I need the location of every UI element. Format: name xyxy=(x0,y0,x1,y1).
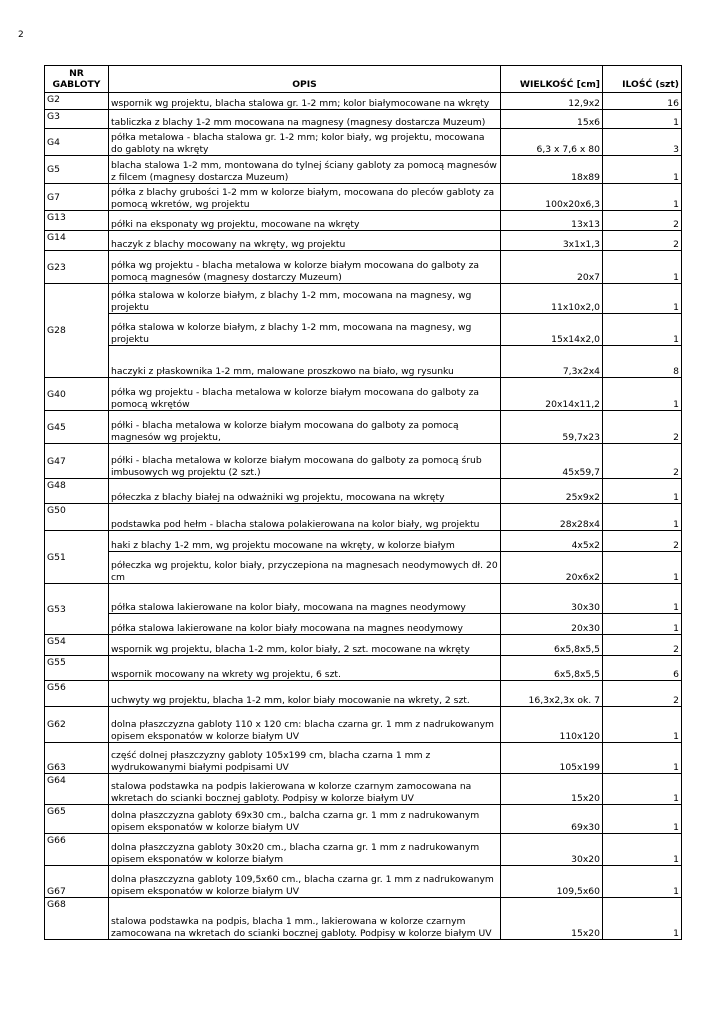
cell-qty: 1 xyxy=(603,479,682,504)
cell-size: 45x59,7 xyxy=(501,444,603,479)
cell-size: 109,5x60 xyxy=(501,866,603,898)
cell-opis: wspornik wg projektu, blacha 1-2 mm, kolor biały, 2 szt. mocowane na wkręty xyxy=(109,635,501,656)
cell-opis: półka wg projektu - blacha metalowa w kolorze białym mocowana do galboty za pomocą wkrętów xyxy=(109,378,501,411)
cell-opis: dolna płaszczyzna gabloty 109,5x60 cm., blacha czarna gr. 1 mm z nadrukowanym opisem eksponatów w kolorze białym UV xyxy=(109,866,501,898)
cell-nr: G55 xyxy=(45,656,109,681)
cell-qty: 1 xyxy=(603,184,682,211)
cell-size: 18x89 xyxy=(501,156,603,184)
cell-opis: stalowa podstawka na podpis, blacha 1 mm., lakierowana w kolorze czarnym zamocowana na wkretach do scianki bocznej gabloty. Podpisy w kolorze białym UV xyxy=(109,898,501,940)
cell-size: 15x20 xyxy=(501,898,603,940)
cell-nr: G62 xyxy=(45,707,109,743)
table-row xyxy=(45,184,682,211)
table-header-row xyxy=(45,66,682,93)
cell-size: 3x1x1,3 xyxy=(501,231,603,251)
cell-size: 30x30 xyxy=(501,584,603,614)
cell-qty: 1 xyxy=(603,584,682,614)
cell-qty: 2 xyxy=(603,211,682,231)
cell-opis: półka stalowa w kolorze białym, z blachy 1-2 mm, mocowana na magnesy, wg projektu xyxy=(109,284,501,314)
cell-qty: 1 xyxy=(603,834,682,866)
table-row xyxy=(45,504,682,531)
cell-opis: półka z blachy grubości 1-2 mm w kolorze białym, mocowana do pleców gabloty za pomocą wkretów, wg projektu xyxy=(109,184,501,211)
cell-nr: G14 xyxy=(45,231,109,251)
cell-opis: tabliczka z blachy 1-2 mm mocowana na magnesy (magnesy dostarcza Muzeum) xyxy=(109,110,501,129)
cell-nr: G66 xyxy=(45,834,109,866)
cell-nr: G2 xyxy=(45,93,109,110)
cell-nr: G13 xyxy=(45,211,109,231)
cell-size: 13x13 xyxy=(501,211,603,231)
cell-size: 28x28x4 xyxy=(501,504,603,531)
cell-opis: haki z blachy 1-2 mm, wg projektu mocowane na wkręty, w kolorze białym xyxy=(109,531,501,552)
cell-qty: 1 xyxy=(603,707,682,743)
table-row xyxy=(45,584,682,614)
cell-size: 59,7x23 xyxy=(501,411,603,444)
cell-nr: G4 xyxy=(45,129,109,156)
cell-opis: podstawka pod hełm - blacha stalowa polakierowana na kolor biały, wg projektu xyxy=(109,504,501,531)
cell-qty: 1 xyxy=(603,504,682,531)
table-row xyxy=(45,707,682,743)
cell-size: 20x7 xyxy=(501,251,603,284)
cell-nr: G56 xyxy=(45,681,109,707)
table-row xyxy=(45,251,682,284)
table-row xyxy=(45,774,682,805)
cell-qty: 1 xyxy=(603,314,682,346)
cell-nr: G68 xyxy=(45,898,109,940)
table-row xyxy=(45,211,682,231)
cell-size: 15x14x2,0 xyxy=(501,314,603,346)
cell-opis: stalowa podstawka na podpis lakierowana w kolorze czarnym zamocowana na wkretach do scianki bocznej gabloty. Podpisy w kolorze białym UV xyxy=(109,774,501,805)
table-row xyxy=(45,866,682,898)
cell-opis: półki - blacha metalowa w kolorze białym mocowana do galboty za pomocą śrub imbusowych wg projektu (2 szt.) xyxy=(109,444,501,479)
cell-opis: półka stalowa w kolorze białym, z blachy 1-2 mm, mocowana na magnesy, wg projektu xyxy=(109,314,501,346)
cell-opis: półeczka wg projektu, kolor biały, przyczepiona na magnesach neodymowych dł. 20 cm xyxy=(109,552,501,584)
cell-qty: 2 xyxy=(603,411,682,444)
cell-qty: 2 xyxy=(603,681,682,707)
table-row xyxy=(45,411,682,444)
cell-nr: G48 xyxy=(45,479,109,504)
cell-size: 6x5,8x5,5 xyxy=(501,635,603,656)
cell-size: 110x120 xyxy=(501,707,603,743)
cell-qty: 2 xyxy=(603,531,682,552)
cell-size: 25x9x2 xyxy=(501,479,603,504)
cell-size: 15x6 xyxy=(501,110,603,129)
cell-nr: G53 xyxy=(45,584,109,635)
cell-size: 12,9x2 xyxy=(501,93,603,110)
cell-qty: 1 xyxy=(603,156,682,184)
cell-qty: 6 xyxy=(603,656,682,681)
cell-size: 15x20 xyxy=(501,774,603,805)
cell-size: 20x14x11,2 xyxy=(501,378,603,411)
cell-nr: G5 xyxy=(45,156,109,184)
table-row xyxy=(45,743,682,774)
cell-nr: G28 xyxy=(45,284,109,378)
cell-qty: 3 xyxy=(603,129,682,156)
cell-size: 105x199 xyxy=(501,743,603,774)
table-row xyxy=(45,156,682,184)
cell-opis: półki na eksponaty wg projektu, mocowane na wkręty xyxy=(109,211,501,231)
cell-nr: G47 xyxy=(45,444,109,479)
table-row xyxy=(45,314,682,346)
cell-nr: G67 xyxy=(45,866,109,898)
cell-qty: 2 xyxy=(603,444,682,479)
table-row xyxy=(45,231,682,251)
table-row xyxy=(45,805,682,834)
cell-qty: 1 xyxy=(603,251,682,284)
table-row xyxy=(45,129,682,156)
table-row xyxy=(45,110,682,129)
cell-qty: 2 xyxy=(603,231,682,251)
table-row xyxy=(45,656,682,681)
cell-nr: G64 xyxy=(45,774,109,805)
cell-qty: 1 xyxy=(603,774,682,805)
cell-qty: 1 xyxy=(603,743,682,774)
cell-qty: 1 xyxy=(603,805,682,834)
cell-opis: dolna płaszczyzna gabloty 30x20 cm., blacha czarna gr. 1 mm z nadrukowanym opisem eksponatów w kolorze białym xyxy=(109,834,501,866)
cell-opis: wspornik mocowany na wkrety wg projektu, 6 szt. xyxy=(109,656,501,681)
table-row xyxy=(45,898,682,940)
table-row xyxy=(45,552,682,584)
cell-nr: G7 xyxy=(45,184,109,211)
cell-opis: dolna płaszczyzna gabloty 69x30 cm., balcha czarna gr. 1 mm z nadrukowanym opisem eksponatów w kolorze białym UV xyxy=(109,805,501,834)
table-row xyxy=(45,479,682,504)
cell-qty: 1 xyxy=(603,614,682,635)
table-row xyxy=(45,681,682,707)
cell-opis: dolna płaszczyzna gabloty 110 x 120 cm: blacha czarna gr. 1 mm z nadrukowanym opisem eksponatów w kolorze białym UV xyxy=(109,707,501,743)
table-row xyxy=(45,531,682,552)
table-row xyxy=(45,378,682,411)
header-opis: OPIS xyxy=(109,66,501,93)
cell-opis: półka metalowa - blacha stalowa gr. 1-2 mm; kolor biały, wg projektu, mocowana do gabloty na wkręty xyxy=(109,129,501,156)
cell-qty: 2 xyxy=(603,635,682,656)
cell-nr: G23 xyxy=(45,251,109,284)
table-row xyxy=(45,614,682,635)
cell-qty: 16 xyxy=(603,93,682,110)
cell-qty: 1 xyxy=(603,378,682,411)
cell-size: 16,3x2,3x ok. 7 xyxy=(501,681,603,707)
table-row xyxy=(45,93,682,110)
cell-size: 4x5x2 xyxy=(501,531,603,552)
cell-nr: G65 xyxy=(45,805,109,834)
cell-qty: 1 xyxy=(603,284,682,314)
cell-qty: 1 xyxy=(603,552,682,584)
cell-opis: część dolnej płaszczyzny gabloty 105x199 cm, blacha czarna 1 mm z wydrukowanymi białymi podpisami UV xyxy=(109,743,501,774)
cell-qty: 1 xyxy=(603,866,682,898)
cell-size: 20x30 xyxy=(501,614,603,635)
cell-size: 7,3x2x4 xyxy=(501,346,603,378)
cell-opis: haczyk z blachy mocowany na wkręty, wg projektu xyxy=(109,231,501,251)
cell-opis: półka wg projektu - blacha metalowa w kolorze białym mocowana do galboty za pomocą magnesów (magnesy dostarczy Muzeum) xyxy=(109,251,501,284)
cell-qty: 1 xyxy=(603,898,682,940)
cell-qty: 8 xyxy=(603,346,682,378)
cell-opis: półeczka z blachy białej na odważniki wg projektu, mocowana na wkręty xyxy=(109,479,501,504)
cell-opis: wspornik wg projektu, blacha stalowa gr. 1-2 mm; kolor białymocowane na wkręty xyxy=(109,93,501,110)
cell-nr: G45 xyxy=(45,411,109,444)
cell-size: 11x10x2,0 xyxy=(501,284,603,314)
cell-nr: G63 xyxy=(45,743,109,774)
table-row xyxy=(45,444,682,479)
header-nr-gabloty: NR GABLOTY xyxy=(45,66,109,93)
table-row xyxy=(45,635,682,656)
table-row xyxy=(45,834,682,866)
cell-opis: haczyki z płaskownika 1-2 mm, malowane proszkowo na biało, wg rysunku xyxy=(109,346,501,378)
table-row xyxy=(45,346,682,378)
cell-nr: G40 xyxy=(45,378,109,411)
cell-size: 100x20x6,3 xyxy=(501,184,603,211)
cell-opis: półki - blacha metalowa w kolorze białym mocowana do galboty za pomocą magnesów wg projektu, xyxy=(109,411,501,444)
cell-opis: półka stalowa lakierowane na kolor biały, mocowana na magnes neodymowy xyxy=(109,584,501,614)
cell-size: 69x30 xyxy=(501,805,603,834)
cell-opis: uchwyty wg projektu, blacha 1-2 mm, kolor biały mocowanie na wkrety, 2 szt. xyxy=(109,681,501,707)
specification-table xyxy=(44,65,682,940)
cell-size: 6,3 x 7,6 x 80 xyxy=(501,129,603,156)
cell-opis: półka stalowa lakierowane na kolor biały mocowana na magnes neodymowy xyxy=(109,614,501,635)
cell-size: 30x20 xyxy=(501,834,603,866)
cell-nr: G54 xyxy=(45,635,109,656)
cell-nr: G51 xyxy=(45,531,109,584)
header-ilosc: ILOŚĆ (szt) xyxy=(603,66,682,93)
cell-nr: G50 xyxy=(45,504,109,531)
header-wielkosc: WIELKOŚĆ [cm] xyxy=(501,66,603,93)
cell-size: 20x6x2 xyxy=(501,552,603,584)
cell-size: 6x5,8x5,5 xyxy=(501,656,603,681)
cell-nr: G3 xyxy=(45,110,109,129)
table-row xyxy=(45,284,682,314)
cell-qty: 1 xyxy=(603,110,682,129)
cell-opis: blacha stalowa 1-2 mm, montowana do tylnej ściany gabloty za pomocą magnesów z filcem (magnesy dostarcza Muzeum) xyxy=(109,156,501,184)
page-number: 2 xyxy=(18,30,24,40)
